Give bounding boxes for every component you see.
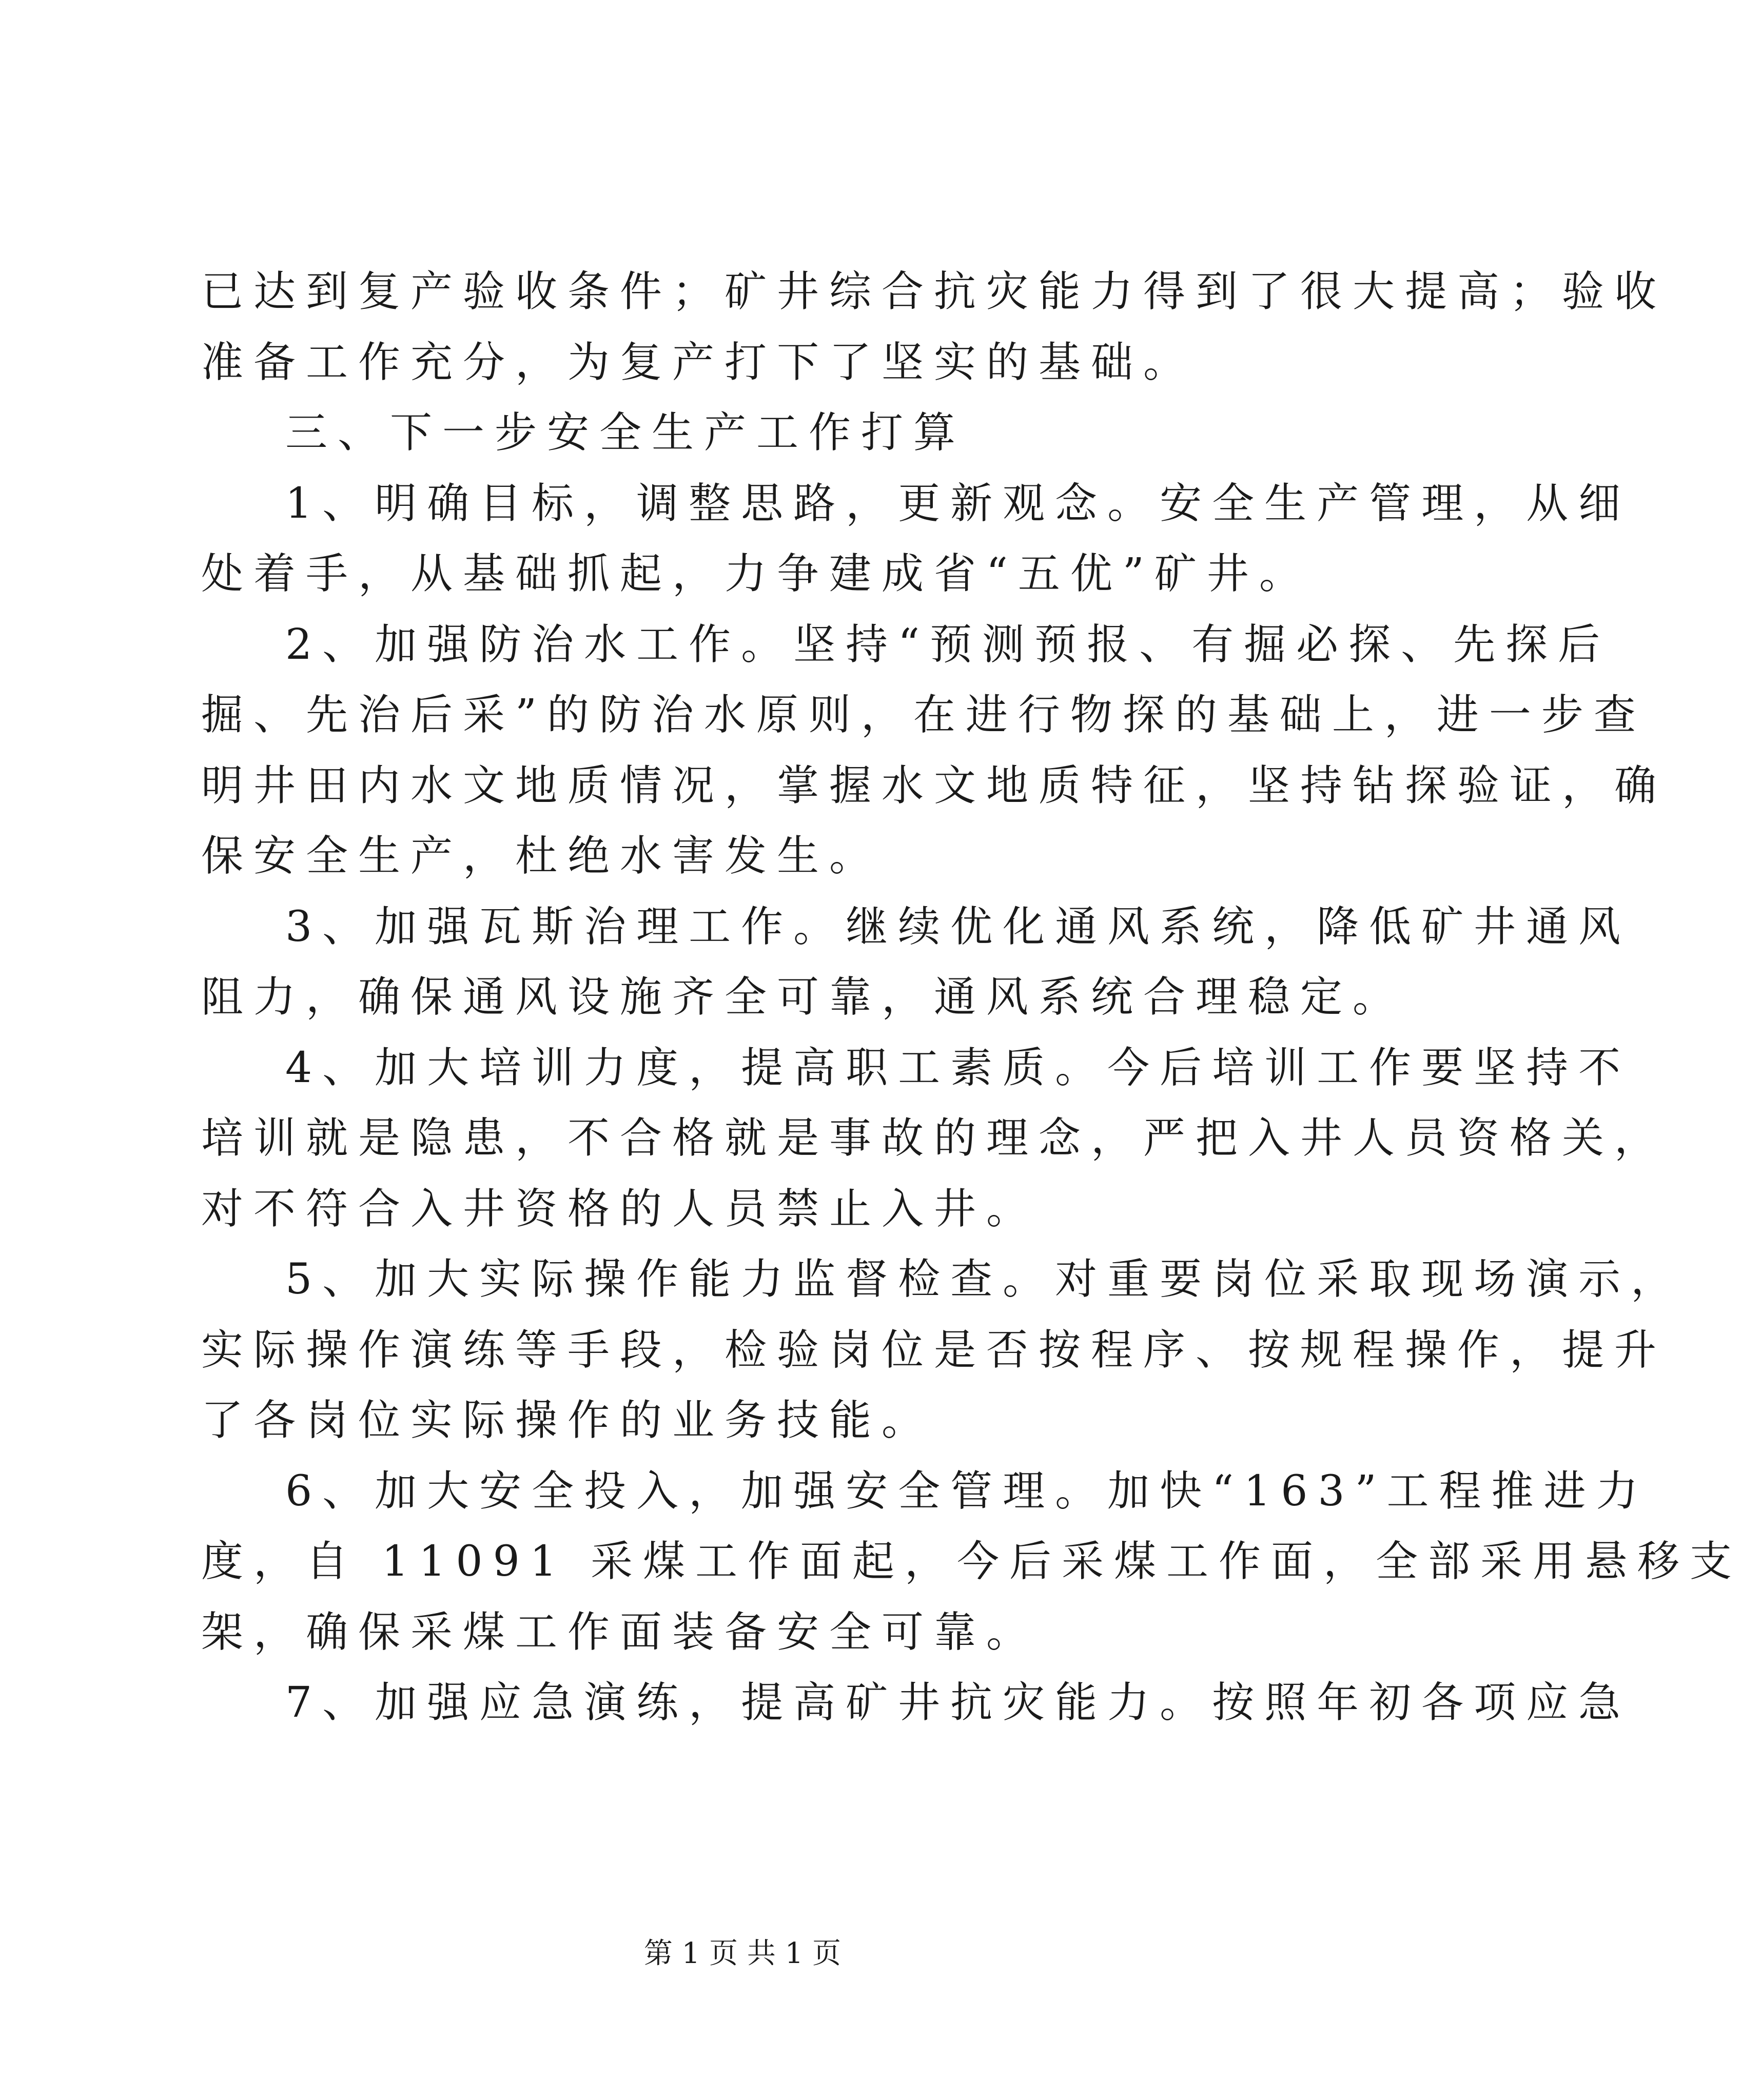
text-line: 架，确保采煤工作面装备安全可靠。 — [201, 1607, 1039, 1657]
text-line: 对不符合入井资格的人员禁止入井。 — [201, 1184, 1039, 1233]
text-line: 1、明确目标，调整思路，更新观念。安全生产管理，从细 — [285, 479, 1631, 528]
text-line: 准备工作充分，为复产打下了坚实的基础。 — [201, 338, 1196, 387]
page-footer: 第 1 页 共 1 页 — [643, 1937, 841, 1970]
text-line: 三、下一步安全生产工作打算 — [285, 408, 966, 457]
text-line: 5、加大实际操作能力监督检查。对重要岗位采取现场演示， — [285, 1255, 1684, 1304]
text-line: 6、加大安全投入，加强安全管理。加快“163”工程推进力 — [285, 1466, 1649, 1516]
text-line: 实际操作演练等手段，检验岗位是否按程序、按规程操作，提升 — [201, 1325, 1667, 1375]
text-line: 了各岗位实际操作的业务技能。 — [201, 1396, 934, 1445]
text-line: 已达到复产验收条件；矿井综合抗灾能力得到了很大提高；验收 — [201, 267, 1667, 316]
text-line: 度，自 11091 采煤工作面起，今后采煤工作面，全部采用悬移支 — [201, 1537, 1742, 1586]
text-line: 2、加强防治水工作。坚持“预测预报、有掘必探、先探后 — [285, 620, 1611, 669]
text-line: 培训就是隐患，不合格就是事故的理念，严把入井人员资格关， — [201, 1114, 1667, 1163]
text-line: 3、加强瓦斯治理工作。继续优化通风系统，降低矿井通风 — [285, 902, 1631, 951]
text-line: 7、加强应急演练，提高矿井抗灾能力。按照年初各项应急 — [285, 1678, 1631, 1727]
text-line: 处着手，从基础抓起，力争建成省“五优”矿井。 — [201, 549, 1312, 598]
text-line: 保安全生产，杜绝水害发生。 — [201, 832, 882, 880]
text-line: 掘、先治后采”的防治水原则，在进行物探的基础上，进一步查 — [201, 691, 1646, 739]
text-line: 阻力，确保通风设施齐全可靠，通风系统合理稳定。 — [201, 973, 1405, 1022]
text-line: 明井田内水文地质情况，掌握水文地质特征，坚持钻探验证，确 — [201, 761, 1667, 810]
text-line: 4、加大培训力度，提高职工素质。今后培训工作要坚持不 — [285, 1043, 1631, 1092]
